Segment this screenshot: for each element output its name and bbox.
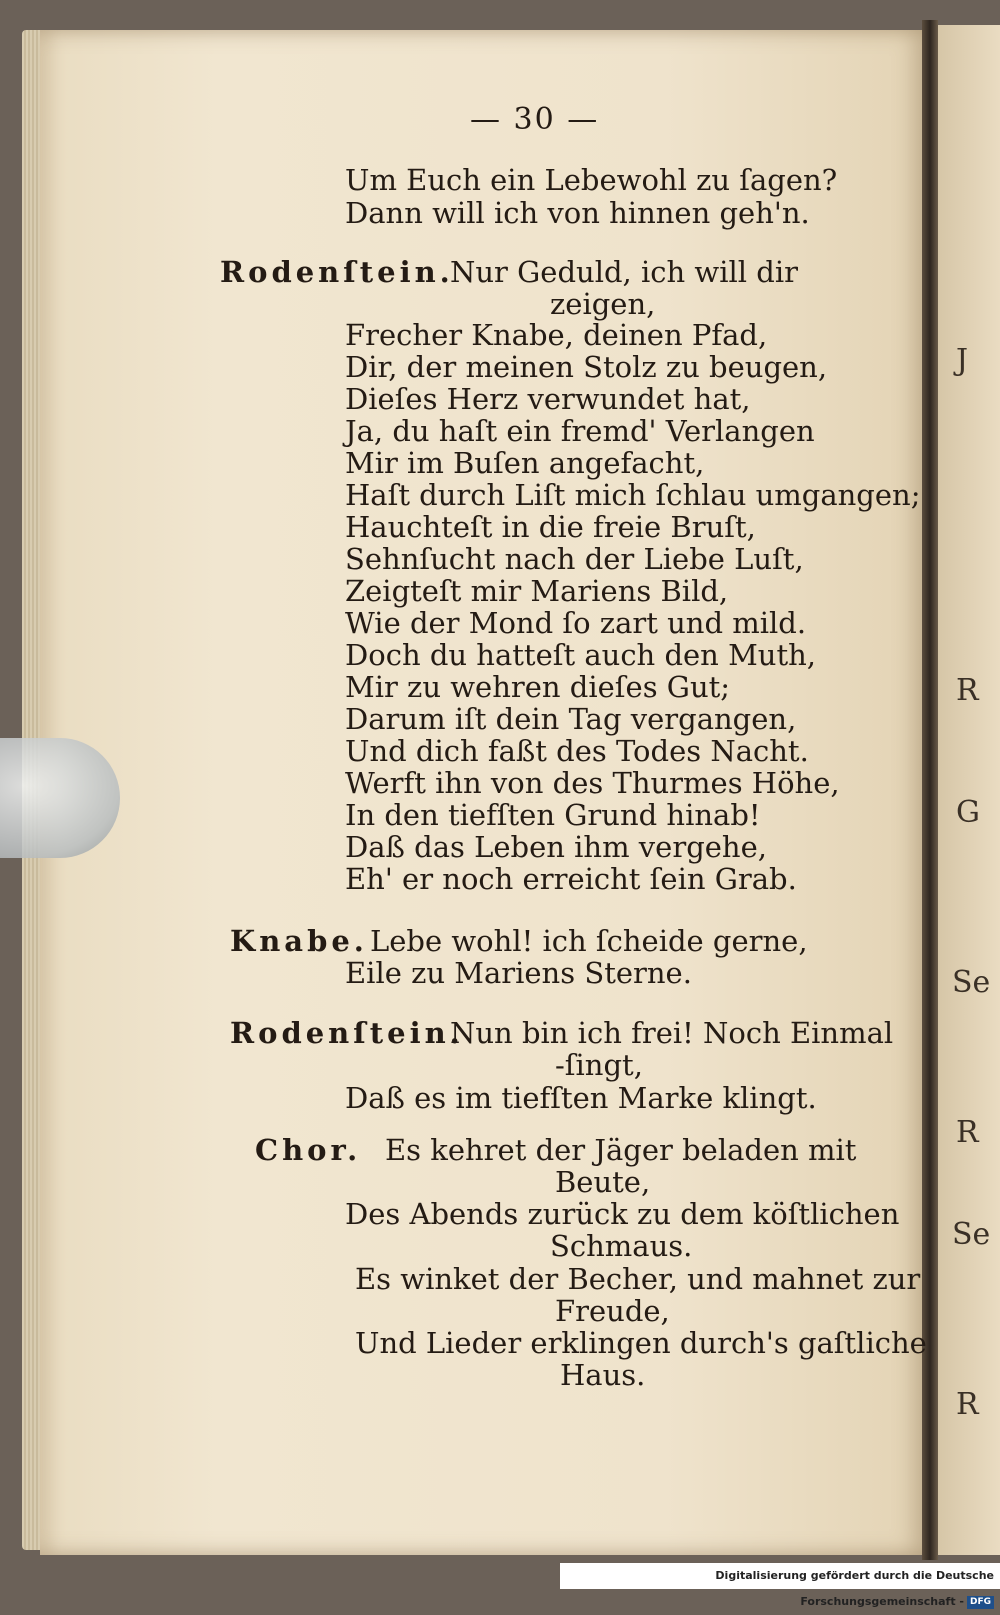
text-line: Zeigteſt mir Mariens Bild, [345, 574, 729, 608]
speaker-label: Knabe. [230, 924, 368, 958]
text-line: Wie der Mond ſo zart und mild. [345, 606, 807, 640]
text-line: Haſt durch Liſt mich ſchlau umgangen; [345, 478, 921, 512]
text-line: Werft ihn von des Thurmes Höhe, [345, 766, 840, 800]
footer-text: Digitalisierung gefördert durch die Deutsche Forschungsgemeinschaft - [715, 1569, 994, 1608]
text-line: In den tiefſten Grund hinab! [345, 798, 761, 832]
text-line: Eh' er noch erreicht ſein Grab. [345, 862, 797, 896]
text-line: Freude, [555, 1294, 670, 1328]
text-line: -ſingt, [555, 1048, 643, 1082]
page-number: — 30 — [470, 102, 600, 137]
text-line: Mir zu wehren dieſes Gut; [345, 670, 731, 704]
text-line: Schmaus. [550, 1229, 693, 1263]
text-line: Doch du hatteſt auch den Muth, [345, 638, 816, 672]
text-line: Dir, der meinen Stolz zu beugen, [345, 350, 828, 384]
dfg-logo: DFG [967, 1596, 994, 1609]
text-line: zeigen, [550, 287, 656, 321]
text-line: Nur Geduld, ich will dir [450, 255, 798, 289]
text-line: Ja, du haſt ein fremd' Verlangen [345, 414, 815, 448]
text-line: Dann will ich von hinnen geh'n. [345, 196, 810, 230]
text-line: Daß es im tiefſten Marke klingt. [345, 1081, 817, 1115]
facing-page-glyph: Se [952, 965, 991, 1000]
text-line: Lebe wohl! ich ſcheide gerne, [370, 924, 808, 958]
text-line: Und Lieder erklingen durch's gaſtliche [355, 1326, 927, 1360]
digitization-footer [560, 1563, 1000, 1608]
text-line: Beute, [555, 1165, 651, 1199]
text-line: Haus. [560, 1358, 646, 1392]
speaker-label: Chor. [255, 1133, 362, 1167]
text-line: Dieſes Herz verwundet hat, [345, 382, 751, 416]
speaker-label: Rodenſtein. [220, 255, 454, 289]
text-line: Des Abends zurück zu dem köſtlichen [345, 1197, 900, 1231]
text-line: Daß das Leben ihm vergehe, [345, 830, 767, 864]
text-line: Es kehret der Jäger beladen mit [385, 1133, 857, 1167]
text-line: Eile zu Mariens Sterne. [345, 956, 692, 990]
facing-page-glyph: Se [952, 1217, 991, 1252]
facing-page-glyph: G [956, 795, 980, 830]
text-line: Darum iſt dein Tag vergangen, [345, 702, 797, 736]
text-line: Und dich faßt des Todes Nacht. [345, 734, 809, 768]
text-line: Mir im Buſen angefacht, [345, 446, 705, 480]
text-line: Hauchteſt in die freie Bruſt, [345, 510, 756, 544]
text-line: Um Euch ein Lebewohl zu ſagen? [345, 163, 838, 197]
text-line: Frecher Knabe, deinen Pfad, [345, 318, 768, 352]
text-line: Sehnſucht nach der Liebe Luſt, [345, 542, 804, 576]
speaker-label: Rodenſtein. [230, 1016, 464, 1050]
facing-page-glyph: R [956, 1387, 979, 1422]
facing-page-glyph: J [956, 343, 969, 378]
facing-page-glyph: R [956, 1115, 979, 1150]
text-line: Nun bin ich frei! Noch Einmal [450, 1016, 894, 1050]
text-line: Es winket der Becher, und mahnet zur [355, 1262, 921, 1296]
facing-page-glyph: R [956, 673, 979, 708]
